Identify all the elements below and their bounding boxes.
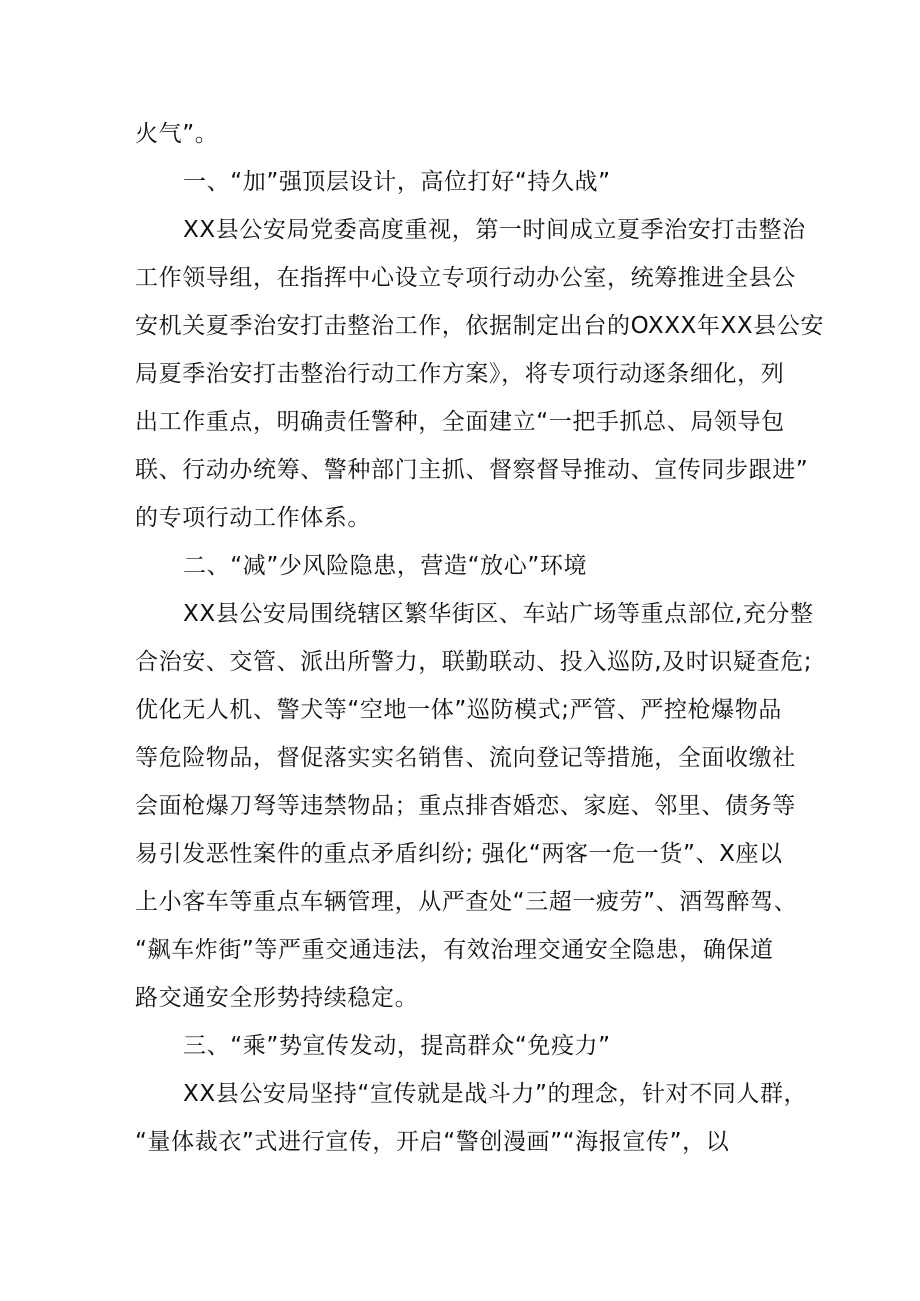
text-line: 易引发恶性案件的重点矛盾纠纷; 强化“两客一危一货”、X座以 <box>135 841 783 867</box>
text-line: XX县公安局围绕辖区繁华街区、车站广场等重点部位,充分整 <box>183 601 814 627</box>
text-line: XX县公安局党委高度重视，第一时间成立夏季治安打击整治 <box>183 217 806 243</box>
text-line: 火气”。 <box>135 121 219 147</box>
text-line: “量体裁衣”式进行宣传，开启“警创漫画”“海报宣传”，以 <box>135 1129 730 1155</box>
text-line: 等危险物品，督促落实实名销售、流向登记等措施，全面收缴社 <box>135 745 796 771</box>
section-heading-2: 二、“减”少风险隐患，营造“放心”环境 <box>183 553 588 579</box>
document-body <box>135 110 825 1166</box>
text-line: 安机关夏季治安打击整治工作，依据制定出台的OXXX年XX县公安 <box>135 313 825 339</box>
text-line: 路交通安全形势持续稳定。 <box>135 985 419 1011</box>
text-line: 的专项行动工作体系。 <box>135 505 371 531</box>
text-line: “飙车炸街”等严重交通违法，有效治理交通安全隐患，确保道 <box>135 937 774 963</box>
text-line: 会面枪爆刀弩等违禁物品；重点排杳婚恋、家庭、邻里、债务等 <box>135 793 796 819</box>
text-line: 上小客车等重点车辆管理，从严查处“三超一疲劳”、酒驾醉驾、 <box>135 889 798 915</box>
section-heading-1: 一、“加”强顶层设计，高位打好“持久战” <box>183 169 611 195</box>
text-line: 联、行动办统筹、警种部门主抓、督察督导推动、宣传同步跟进” <box>135 457 809 483</box>
text-line: 局夏季治安打击整治行动工作方案》，将专项行动逐条细化，列 <box>135 361 785 387</box>
text-line: 合治安、交管、派出所警力，联勤联动、投入巡防,及时识疑查危; <box>135 649 813 675</box>
text-line: 优化无人机、警犬等“空地一体”巡防模式;严管、严控枪爆物品 <box>135 697 782 723</box>
text-line: 工作领导组，在指挥中心设立专项行动办公室，统筹推进全县公 <box>135 265 796 291</box>
section-heading-3: 三、“乘”势宣传发动，提高群众“免疫力” <box>183 1033 611 1059</box>
text-line: XX县公安局坚持“宣传就是战斗力”的理念，针对不同人群， <box>183 1081 808 1107</box>
text-line: 出工作重点，明确责任警种，全面建立“一把手抓总、局领导包 <box>135 409 785 435</box>
